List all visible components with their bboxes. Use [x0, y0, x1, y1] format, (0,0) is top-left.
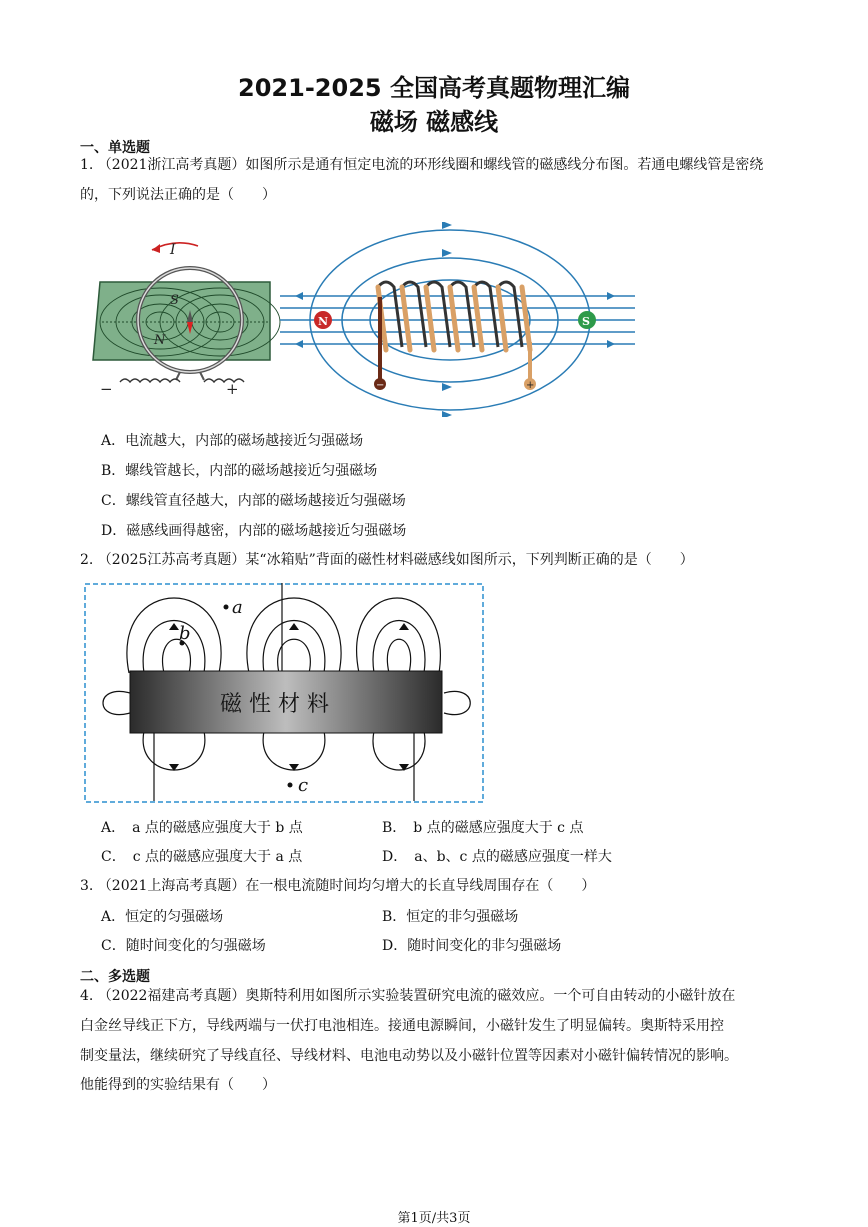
q3-option-a[interactable]: A．恒定的匀强磁场: [101, 909, 224, 925]
q2-option-b[interactable]: B． b 点的磁感应强度大于 c 点: [382, 820, 584, 836]
minus-terminal: −: [100, 380, 113, 398]
n-label: N: [154, 333, 166, 348]
q2-figure: [84, 583, 484, 803]
point-a-label: a: [232, 597, 243, 618]
question-2-stem: 2. （2025江苏高考真题）某“冰箱贴”背面的磁性材料磁感线如图所示，下列判断正确的是（ ）: [80, 552, 694, 568]
section-single-choice: 一、单选题: [80, 140, 150, 156]
q1-option-c[interactable]: C．螺线管直径越大，内部的磁场越接近匀强磁场: [101, 493, 406, 509]
current-label: I: [170, 242, 176, 258]
page-subtitle: 磁场 磁感线: [369, 108, 499, 136]
s-pole-label: S: [582, 315, 590, 328]
material-label: 磁 性 材 料: [220, 692, 329, 717]
positive-terminal-label: +: [526, 380, 535, 391]
point-b-label: b: [179, 623, 191, 644]
section-multi-choice: 二、多选题: [80, 969, 150, 985]
negative-terminal-label: −: [376, 380, 385, 391]
s-label: S: [170, 293, 179, 308]
q2-option-a[interactable]: A． a 点的磁感应强度大于 b 点: [101, 820, 303, 836]
page-title: 2021-2025 全国高考真题物理汇编: [238, 74, 630, 102]
q3-option-d[interactable]: D．随时间变化的非匀强磁场: [382, 938, 562, 954]
q1-option-b[interactable]: B．螺线管越长，内部的磁场越接近匀强磁场: [101, 463, 378, 479]
n-pole-label: N: [318, 315, 329, 328]
question-4-line-2: 白金丝导线正下方，导线两端与一伏打电池相连。接通电源瞬间，小磁针发生了明显偏转。奥斯特采用控: [80, 1018, 724, 1034]
question-4-line-3: 制变量法，继续研究了导线直径、导线材料、电池电动势以及小磁针位置等因素对小磁针偏转情况的影响。: [80, 1048, 738, 1064]
plus-terminal: +: [226, 380, 239, 398]
q3-option-c[interactable]: C．随时间变化的匀强磁场: [101, 938, 266, 954]
q2-option-d[interactable]: D． a、b、c 点的磁感应强度一样大: [382, 849, 612, 865]
q2-option-c[interactable]: C． c 点的磁感应强度大于 a 点: [101, 849, 303, 865]
question-4-line-4: 他能得到的实验结果有（ ）: [80, 1077, 276, 1093]
question-3-stem: 3. （2021上海高考真题）在一根电流随时间均匀增大的长直导线周围存在（ ）: [80, 878, 596, 894]
question-1-stem: 1. （2021浙江高考真题）如图所示是通有恒定电流的环形线圈和螺线管的磁感线分布图。若通电螺线管是密绕的，下列说法正确的是（ ）: [80, 157, 764, 203]
q1-option-a[interactable]: A．电流越大，内部的磁场越接近匀强磁场: [101, 433, 364, 449]
q3-option-b[interactable]: B．恒定的非匀强磁场: [382, 909, 519, 925]
ring-coil-diagram: [93, 242, 280, 398]
point-c-label: c: [298, 775, 309, 796]
q1-option-d[interactable]: D．磁感线画得越密，内部的磁场越接近匀强磁场: [101, 523, 407, 539]
q1-figure: [90, 222, 640, 417]
question-4-line-1: 4. （2022福建高考真题）奥斯特利用如图所示实验装置研究电流的磁效应。一个可自由转动的小磁针放在: [80, 988, 736, 1004]
solenoid-diagram: [280, 222, 635, 417]
page-footer: 第1页/共3页: [397, 1211, 471, 1226]
